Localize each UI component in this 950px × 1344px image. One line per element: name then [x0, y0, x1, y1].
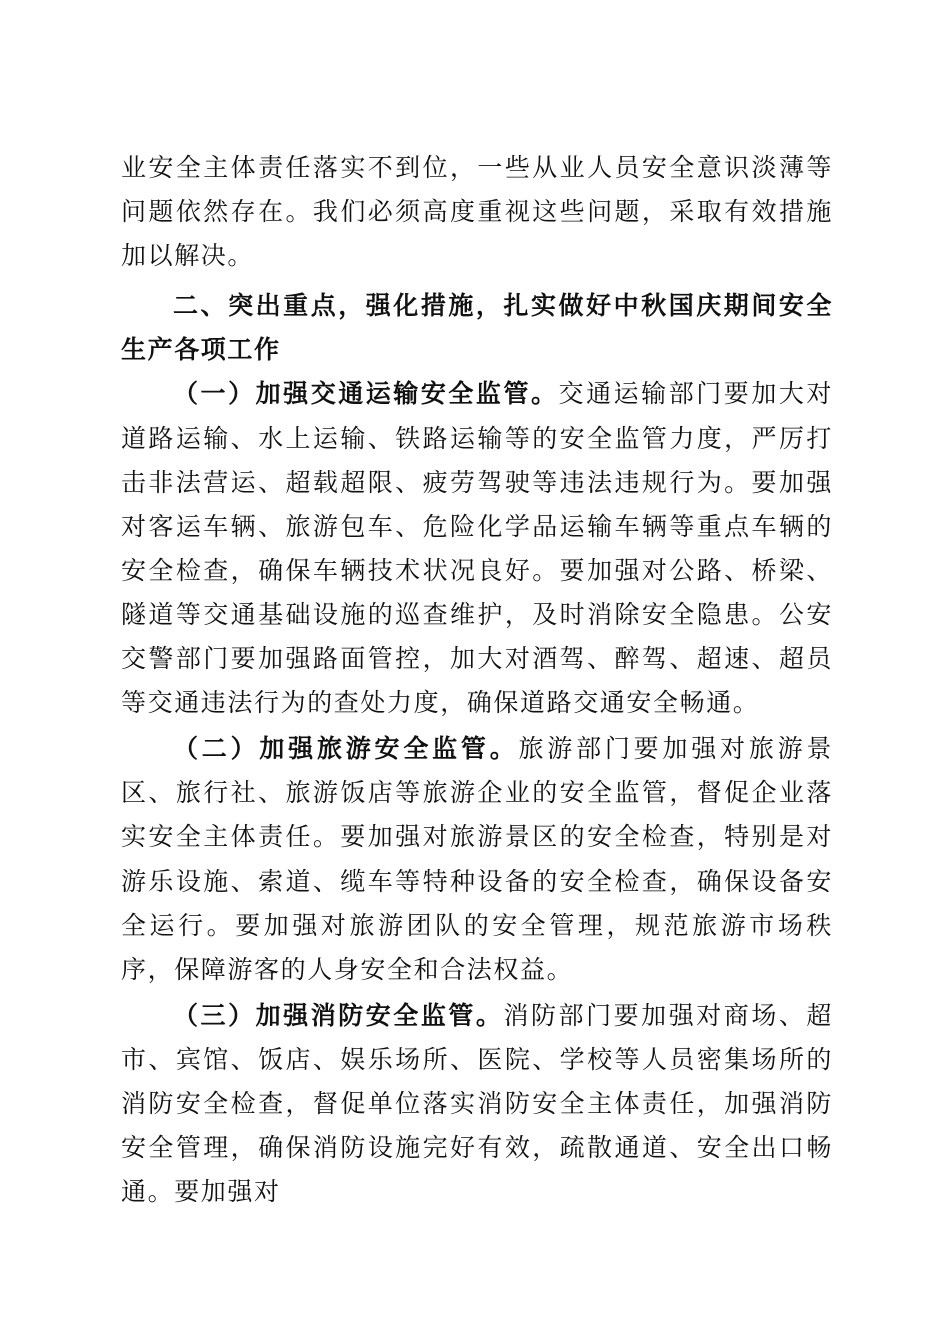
item-lead-1: （一）加强交通运输安全监管。	[173, 379, 559, 409]
item-lead-3: （三）加强消防安全监管。	[173, 1000, 504, 1030]
intro-paragraph: 业安全主体责任落实不到位，一些从业人员安全意识淡薄等问题依然存在。我们必须高度重视这些问题，采取有效措施加以解决。	[121, 153, 833, 271]
section-heading: 二、突出重点，强化措施，扎实做好中秋国庆期间安全生产各项工作	[121, 291, 833, 365]
item-body-2: 旅游部门要加强对旅游景区、旅行社、旅游饭店等旅游企业的安全监管，督促企业落实安全主体责任。要加强对旅游景区的安全检查，特别是对游乐设施、索道、缆车等特种设备的安全检查，确保设备安全运行。要加强对旅游团队的安全管理，规范旅游市场秩序，保障游客的人身安全和合法权益。	[121, 734, 834, 984]
item-paragraph-1	[121, 372, 833, 725]
item-body-1: 交通运输部门要加大对道路运输、水上运输、铁路运输等的安全监管力度，严厉打击非法营运、超载超限、疲劳驾驶等违法违规行为。要加强对客运车辆、旅游包车、危险化学品运输车辆等重点车辆的安全检查，确保车辆技术状况良好。要加强对公路、桥梁、隧道等交通基础设施的巡查维护，及时消除安全隐患。公安交警部门要加强路面管控，加大对酒驾、醉驾、超速、超员等交通违法行为的查处力度，确保道路交通安全畅通。	[121, 379, 833, 718]
item-paragraph-2	[121, 727, 833, 992]
item-paragraph-3	[121, 994, 833, 1214]
item-lead-2: （二）加强旅游安全监管。	[173, 734, 519, 764]
item-body-3: 消防部门要加强对商场、超市、宾馆、饭店、娱乐场所、医院、学校等人员密集场所的消防安全检查，督促单位落实消防安全主体责任，加强消防安全管理，确保消防设施完好有效，疏散通道、安全出口畅通。要加强对	[121, 1000, 833, 1207]
document-body	[121, 146, 833, 1214]
